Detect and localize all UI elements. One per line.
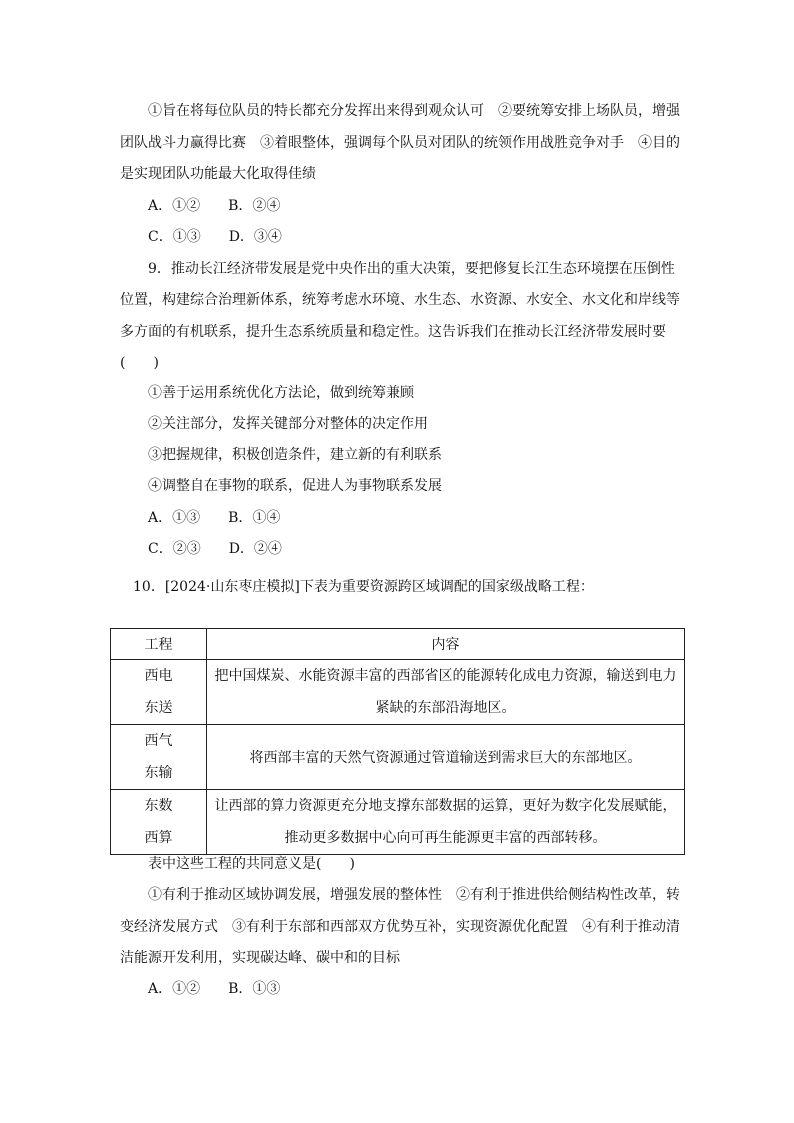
q9-stem-line1: 9．推动长江经济带发展是党中央作出的重大决策，要把修复长江生态环境摆在压倒性 [148,261,675,277]
q10-stem: 10．[2024·山东枣庄模拟]下表为重要资源跨区域调配的国家级战略工程： [133,579,594,595]
q9-options-ab: A．①③ B．①④ [148,510,281,526]
q8-statements-line2: 团队战斗力赢得比赛 ③着眼整体，强调每个队员对团队的统领作用战胜竞争对手 ④目的 [120,135,680,151]
q10-options-ab: A．①② B．①③ [148,981,281,997]
row3-project-a: 东数 [144,798,173,814]
table-row [111,660,685,725]
q9-statement-4: ④调整自在事物的联系，促进人为事物联系发展 [148,478,442,494]
table-row [111,790,685,855]
q10-question: 表中这些工程的共同意义是( ) [148,856,355,872]
q10-statements-line1: ①有利于推动区域协调发展，增强发展的整体性 ②有利于推进供给侧结构性改革，转 [148,887,680,903]
header-content: 内容 [207,629,685,660]
table-row [111,725,685,790]
q9-stem-line2: 位置，构建综合治理新体系，统筹考虑水环境、水生态、水资源、水安全、水文化和岸线等 [120,292,680,308]
q10-statements-line2: 变经济发展方式 ③有利于东部和西部双方优势互补，实现资源优化配置 ④有利于推动清 [120,919,680,935]
q9-statement-3: ③把握规律，积极创造条件，建立新的有利联系 [148,447,442,463]
q9-stem-line3: 多方面的有机联系，提升生态系统质量和稳定性。这告诉我们在推动长江经济带发展时要 [120,324,666,340]
row3-content-a: 让西部的算力资源更充分地支撑东部数据的运算，更好为数字化发展赋能， [214,798,677,814]
table-header-row [111,629,685,660]
row3-content-b: 推动更多数据中心向可再生能源更丰富的西部转移。 [284,830,607,846]
q8-options-cd: C．①③ D．③④ [148,229,282,245]
row3-project-b: 西算 [144,830,173,846]
header-project: 工程 [111,629,207,660]
q9-statement-1: ①善于运用系统优化方法论，做到统筹兼顾 [148,385,414,401]
q8-options-ab: A．①② B．②④ [148,198,281,214]
q10-statements-line3: 洁能源开发利用，实现碳达峰、碳中和的目标 [120,950,400,966]
row1-content [207,660,685,725]
row1-content-a: 把中国煤炭、水能资源丰富的西部省区的能源转化成电力资源，输送到电力 [214,668,677,684]
row3-project [111,790,207,855]
row2-content: 将西部丰富的天然气资源通过管道输送到需求巨大的东部地区。 [207,725,685,790]
row3-content [207,790,685,855]
q8-statements-line1: ①旨在将每位队员的特长都充分发挥出来得到观众认可 ②要统筹安排上场队员，增强 [148,103,680,119]
row1-content-b: 紧缺的东部沿海地区。 [375,700,516,716]
q8-statements-line3: 是实现团队功能最大化取得佳绩 [120,166,316,182]
q9-options-cd: C．②③ D．②④ [148,541,282,557]
row2-project-b: 东输 [144,765,173,781]
row1-project-a: 西电 [144,668,173,684]
row2-project-a: 西气 [144,733,173,749]
q10-table [110,628,685,855]
row1-project [111,660,207,725]
q9-answer-paren: ( ) [120,355,159,371]
row1-project-b: 东送 [144,700,173,716]
q9-statement-2: ②关注部分，发挥关键部分对整体的决定作用 [148,416,428,432]
row2-project [111,725,207,790]
